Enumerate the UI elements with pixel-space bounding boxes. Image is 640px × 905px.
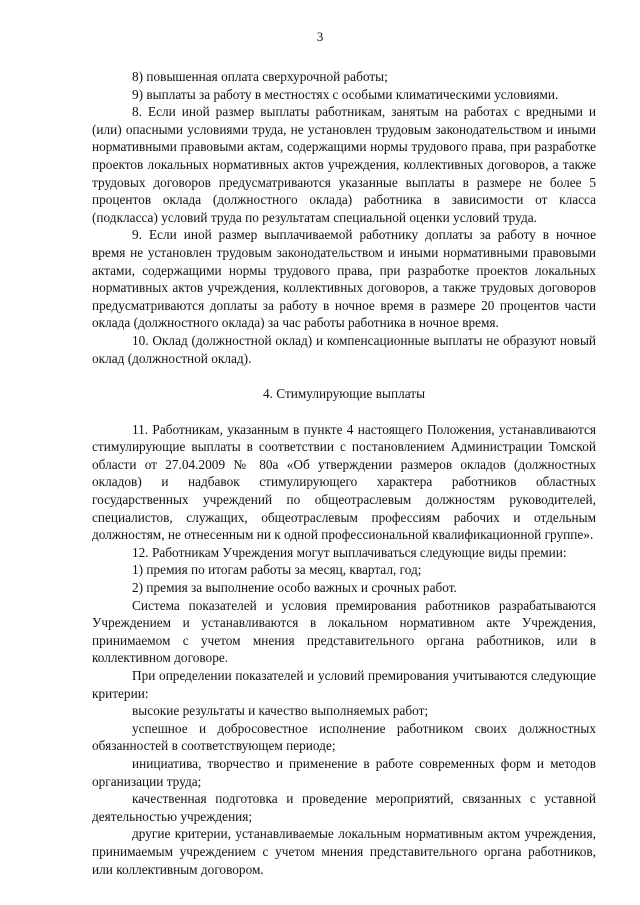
paragraph: 8. Если иной размер выплаты работникам, занятым на работах с вредными и (или) опасными условиями труда, не установлен трудовым законодательством и иными нормативными правовыми актам, содержащими нормы трудового права, при разработке проектов локальных нормативных актов учреждения, коллективных договоров, а также трудовых договоров предусматриваются указанные выплаты в размере не более 5 процентов оклада (должностного оклада) работника в зависимости от класса (подкласса) условий труда по результатам специальной оценки условий труда. [92,104,596,225]
paragraph: 11. Работникам, указанным в пункте 4 настоящего Положения, устанавливаются стимулирующие выплаты в соответствии с постановлением Администрации Томской области от 27.04.2009 № 80а «Об утверждении размеров окладов (должностных окладов) и надбавок стимулирующего характера работников областных государственных учреждений по общеотраслевым должностям руководителей, специалистов, служащих, общеотраслевым профессиям рабочих и отдельным должностям, не отнесенным ни к одной профессиональной квалификационной группе». [92,421,596,543]
paragraph: 9. Если иной размер выплачиваемой работнику доплаты за работу в ночное время не установлен трудовым законодательством и иными нормативными правовыми актами, содержащими нормы трудового права, при разработке проектов локальных нормативных актов учреждения, коллективных договоров, а также трудовых договоров предусматриваются доплаты за работу в ночное время в размере 20 процентов части оклада (должностного оклада) за час работы работника в ночное время. [92,227,596,331]
paragraph: качественная подготовка и проведение мероприятий, связанных с уставной деятельностью учреждения; [92,791,596,824]
paragraph: 8) повышенная оплата сверхурочной работы; [132,69,388,84]
document-body [92,68,596,878]
paragraph: 2) премия за выполнение особо важных и срочных работ. [132,580,457,596]
paragraph: другие критерии, устанавливаемые локальным нормативным актом учреждения, принимаемым учреждением с учетом мнения представительного органа работников, или коллективным договором. [92,826,596,877]
paragraph: 12. Работникам Учреждения могут выплачиваться следующие виды премии: [132,544,567,560]
paragraph: Система показателей и условия премирования работников разрабатываются Учреждением и устанавливаются в локальном нормативном акте Учреждения, принимаемом с учетом мнения представительного органа работников, или в коллективном договоре. [92,597,596,666]
paragraph: высокие результаты и качество выполняемых работ; [132,703,429,719]
page-number: 3 [316,29,324,44]
section-heading: 4. Стимулирующие выплаты [262,386,426,402]
paragraph: успешное и добросовестное исполнение работником своих должностных обязанностей в соответствующем периоде; [92,720,596,754]
paragraph: 1) премия по итогам работы за месяц, квартал, год; [132,562,422,578]
paragraph: 10. Оклад (должностной оклад) и компенсационные выплаты не образуют новый оклад (должностной оклад). [92,332,596,366]
paragraph: инициатива, творчество и применение в работе современных форм и методов организации труда; [92,755,596,789]
paragraph: 9) выплаты за работу в местностях с особыми климатическими условиями. [132,86,559,102]
paragraph: При определении показателей и условий премирования учитываются следующие критерии: [92,668,596,701]
